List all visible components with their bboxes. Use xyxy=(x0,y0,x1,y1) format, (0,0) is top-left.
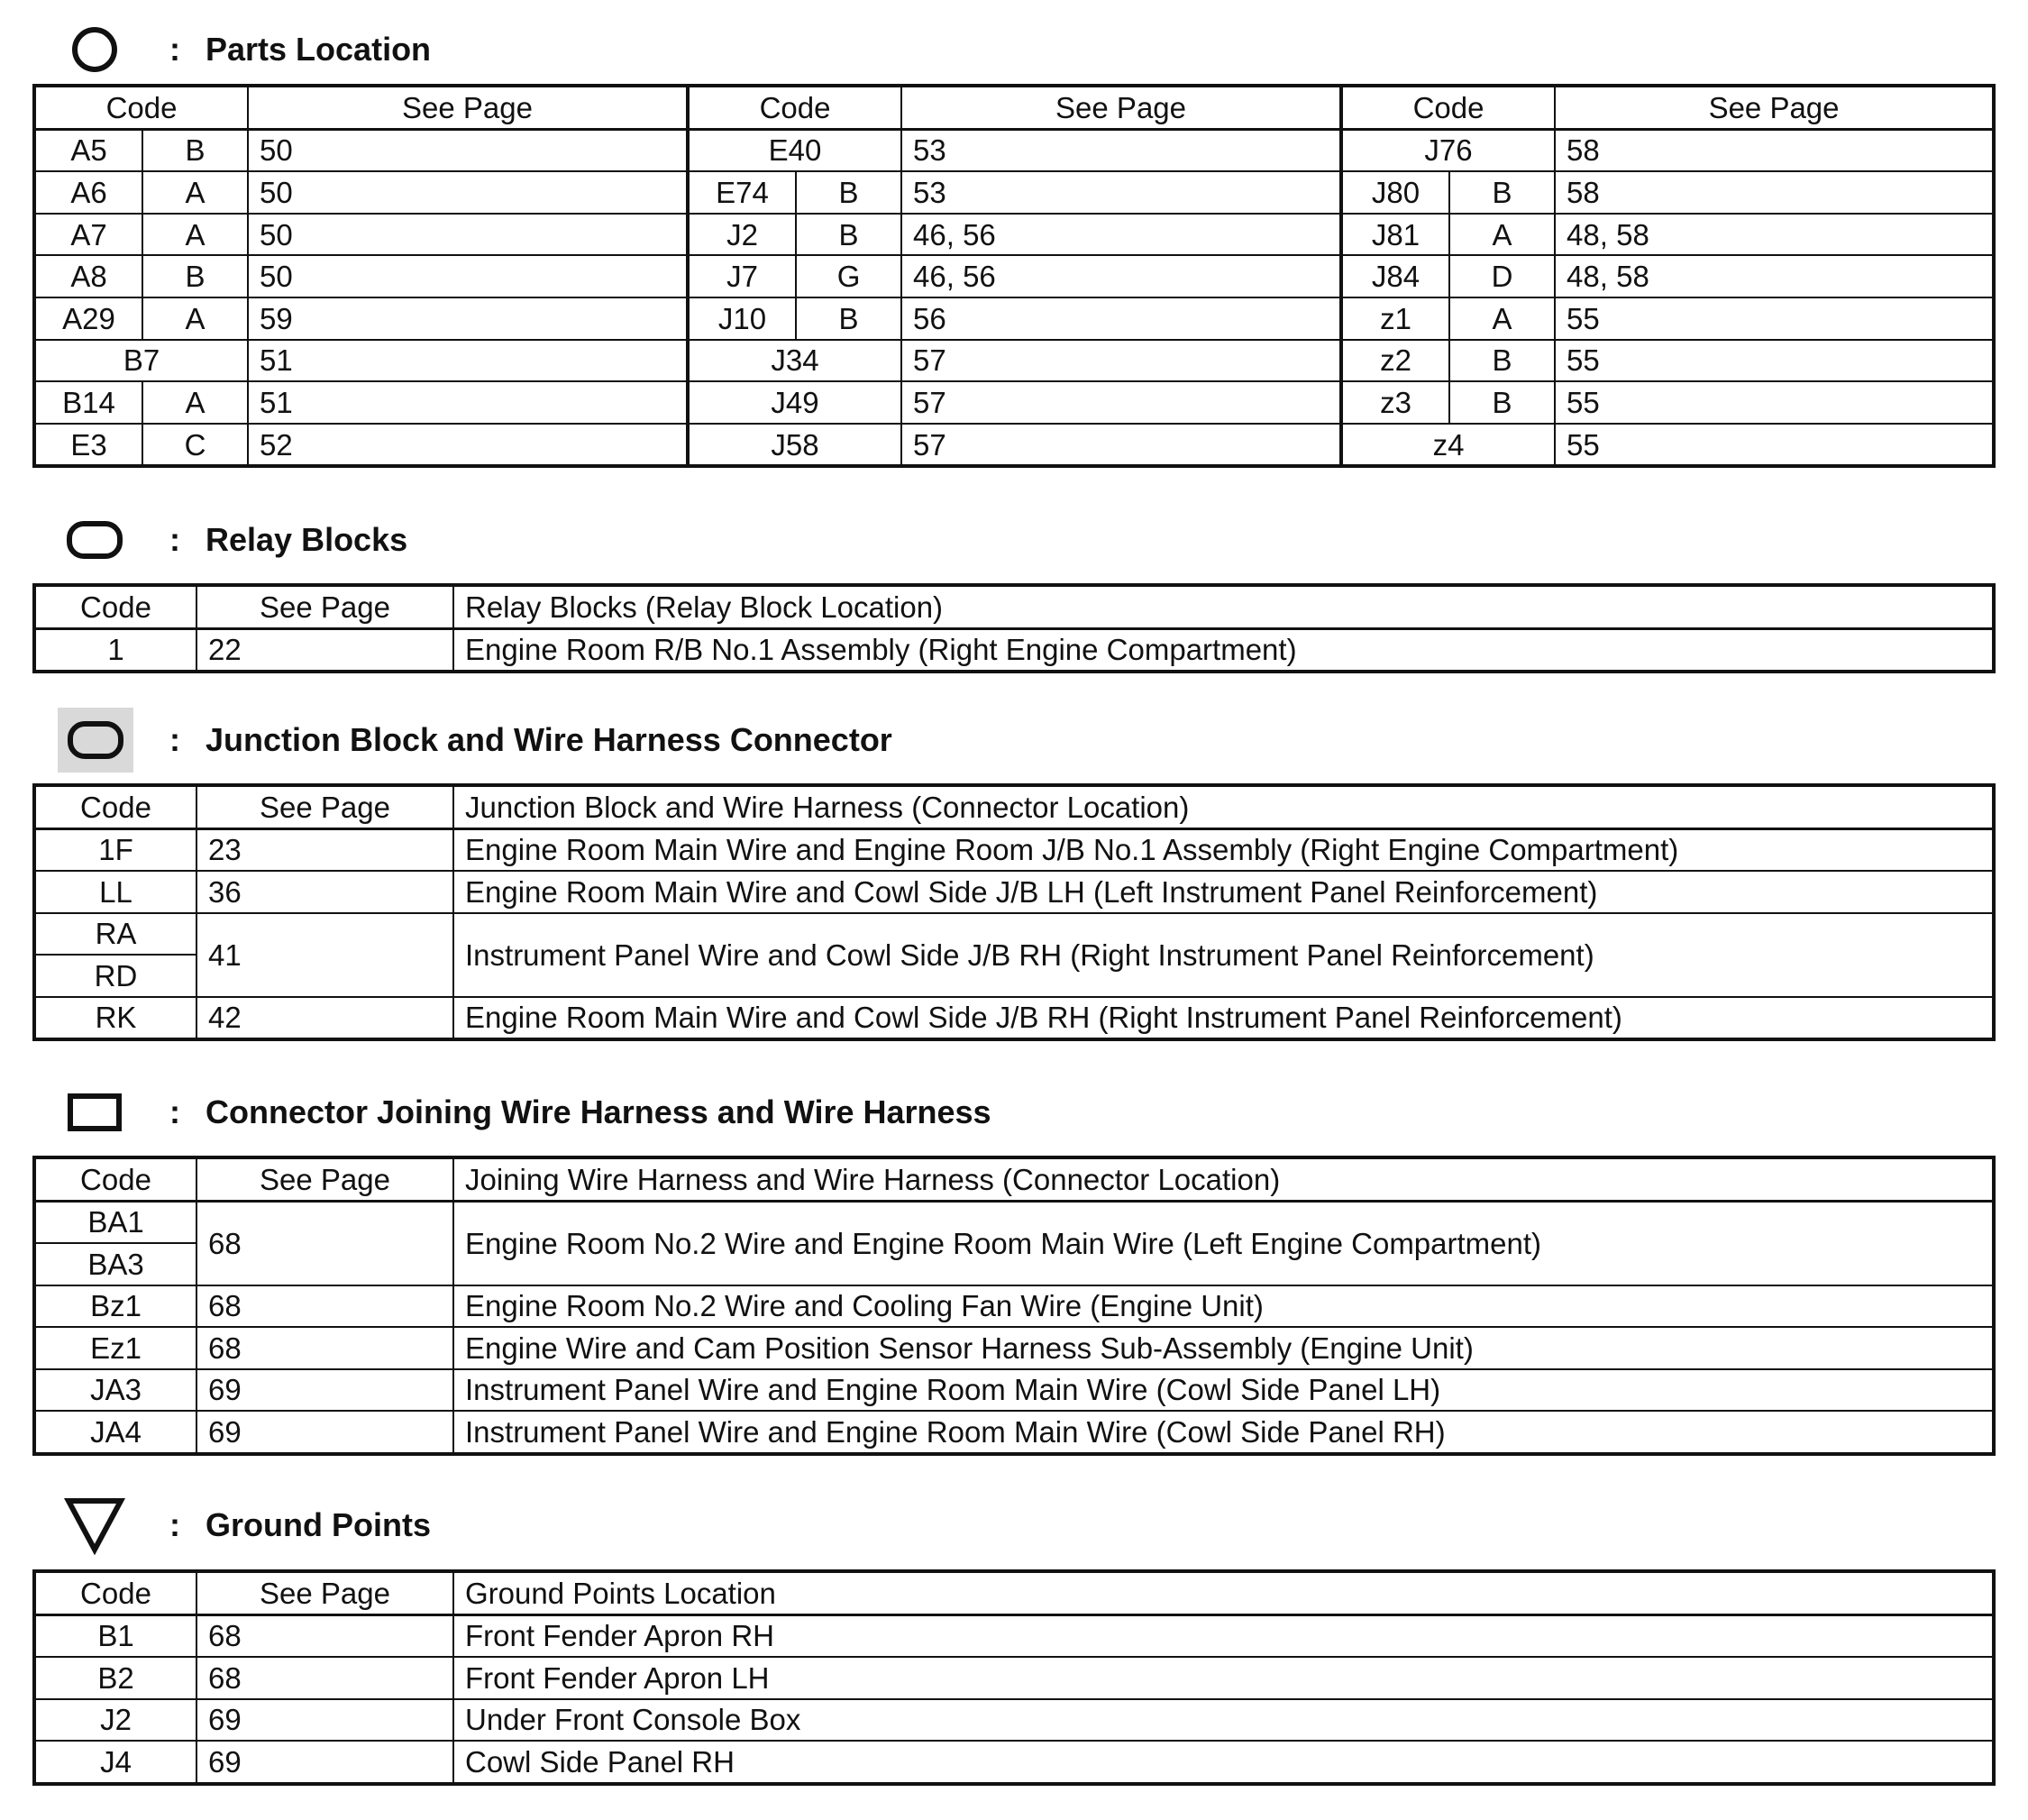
page-cell: 69 xyxy=(196,1369,453,1412)
sub-code-cell: B xyxy=(1449,171,1555,214)
sub-code-cell: G xyxy=(796,255,901,297)
header-code: Code xyxy=(34,1157,196,1201)
code-cell: RK xyxy=(34,997,196,1040)
page-cell: 55 xyxy=(1555,424,1994,467)
page-cell: 50 xyxy=(248,214,688,256)
code-cell: BA3 xyxy=(34,1243,196,1285)
header-code: Code xyxy=(34,86,248,129)
page-cell: 57 xyxy=(901,424,1341,467)
description-cell: Engine Room No.2 Wire and Engine Room Main Wire (Left Engine Compartment) xyxy=(453,1201,1994,1285)
code-cell: z3 xyxy=(1341,381,1449,424)
page-cell: 53 xyxy=(901,129,1341,171)
header-location: Junction Block and Wire Harness (Connector Location) xyxy=(453,785,1994,828)
table-row xyxy=(34,424,1994,467)
code-cell: J76 xyxy=(1341,129,1555,171)
description-cell: Engine Room Main Wire and Engine Room J/B No.1 Assembly (Right Engine Compartment) xyxy=(453,828,1994,871)
table-row xyxy=(34,913,1994,956)
table-row xyxy=(34,1201,1994,1243)
description-cell: Instrument Panel Wire and Engine Room Main Wire (Cowl Side Panel LH) xyxy=(453,1369,1994,1412)
description-cell: Engine Room R/B No.1 Assembly (Right Engine Compartment) xyxy=(453,628,1994,672)
shaded-rounded-rect-icon xyxy=(58,708,133,773)
code-cell: A8 xyxy=(34,255,142,297)
sub-code-cell: A xyxy=(142,297,248,340)
sub-code-cell: D xyxy=(1449,255,1555,297)
ground-colon: : xyxy=(169,1506,180,1543)
page-cell: 56 xyxy=(901,297,1341,340)
sub-code-cell: A xyxy=(142,171,248,214)
code-cell: J7 xyxy=(688,255,796,297)
code-cell: J2 xyxy=(34,1699,196,1742)
code-cell: z2 xyxy=(1341,340,1449,382)
code-cell: A7 xyxy=(34,214,142,256)
header-code: Code xyxy=(34,585,196,628)
parts-location-table xyxy=(32,84,1996,468)
table-row xyxy=(34,171,1994,214)
code-cell: A29 xyxy=(34,297,142,340)
page-cell: 68 xyxy=(196,1614,453,1657)
header-code: Code xyxy=(34,1571,196,1614)
table-row xyxy=(34,997,1994,1040)
header-see-page: See Page xyxy=(196,1157,453,1201)
page-cell: 69 xyxy=(196,1741,453,1784)
junction-block-heading xyxy=(63,711,892,769)
code-cell: J80 xyxy=(1341,171,1449,214)
description-cell: Instrument Panel Wire and Cowl Side J/B RH (Right Instrument Panel Reinforcement) xyxy=(453,913,1994,997)
page-cell: 69 xyxy=(196,1699,453,1742)
page-cell: 50 xyxy=(248,171,688,214)
header-see-page: See Page xyxy=(1555,86,1994,129)
code-cell: RA xyxy=(34,913,196,956)
page-cell: 68 xyxy=(196,1657,453,1699)
page-cell: 57 xyxy=(901,381,1341,424)
header-location: Ground Points Location xyxy=(453,1571,1994,1614)
header-see-page: See Page xyxy=(196,585,453,628)
code-cell: J58 xyxy=(688,424,901,467)
junction-block-title: Junction Block and Wire Harness Connector xyxy=(206,721,892,758)
page-cell: 36 xyxy=(196,871,453,913)
table-row xyxy=(34,871,1994,913)
junction-colon: : xyxy=(169,721,180,758)
code-cell: JA4 xyxy=(34,1411,196,1454)
code-cell: Bz1 xyxy=(34,1285,196,1328)
table-row xyxy=(34,129,1994,171)
table-row xyxy=(34,1741,1994,1784)
table-row xyxy=(34,340,1994,382)
page-cell: 69 xyxy=(196,1411,453,1454)
code-cell: 1 xyxy=(34,628,196,672)
table-row xyxy=(34,381,1994,424)
page-cell: 58 xyxy=(1555,129,1994,171)
page-cell: 68 xyxy=(196,1327,453,1369)
table-row xyxy=(34,1369,1994,1412)
table-row xyxy=(34,628,1994,672)
connector-joining-heading xyxy=(63,1084,991,1141)
header-code: Code xyxy=(34,785,196,828)
description-cell: Engine Room No.2 Wire and Cooling Fan Wire (Engine Unit) xyxy=(453,1285,1994,1328)
code-cell: A5 xyxy=(34,129,142,171)
table-row xyxy=(34,297,1994,340)
code-cell: LL xyxy=(34,871,196,913)
sub-code-cell: B xyxy=(142,129,248,171)
page-cell: 58 xyxy=(1555,171,1994,214)
page-cell: 52 xyxy=(248,424,688,467)
description-cell: Cowl Side Panel RH xyxy=(453,1741,1994,1784)
parts-location-heading xyxy=(63,21,431,78)
header-code: Code xyxy=(688,86,901,129)
ground-points-heading xyxy=(63,1496,431,1554)
page-cell: 42 xyxy=(196,997,453,1040)
relay-blocks-heading xyxy=(63,511,407,569)
table-row xyxy=(34,828,1994,871)
table-row xyxy=(34,1699,1994,1742)
page-cell: 53 xyxy=(901,171,1341,214)
header-see-page: See Page xyxy=(901,86,1341,129)
sub-code-cell: A xyxy=(142,381,248,424)
page-cell: 22 xyxy=(196,628,453,672)
page-cell: 57 xyxy=(901,340,1341,382)
page-cell: 59 xyxy=(248,297,688,340)
parts-location-title: Parts Location xyxy=(206,31,432,68)
table-row xyxy=(34,1285,1994,1328)
connector-joining-table xyxy=(32,1156,1996,1456)
code-cell: J2 xyxy=(688,214,796,256)
code-cell: Ez1 xyxy=(34,1327,196,1369)
sub-code-cell: C xyxy=(142,424,248,467)
code-cell: BA1 xyxy=(34,1201,196,1243)
page-cell: 48, 58 xyxy=(1555,214,1994,256)
sub-code-cell: B xyxy=(142,255,248,297)
code-cell: J84 xyxy=(1341,255,1449,297)
header-location: Relay Blocks (Relay Block Location) xyxy=(453,585,1994,628)
joining-colon: : xyxy=(169,1093,180,1130)
page-cell: 51 xyxy=(248,381,688,424)
page-cell: 50 xyxy=(248,129,688,171)
table-row xyxy=(34,1327,1994,1369)
sub-code-cell: A xyxy=(1449,214,1555,256)
page-cell: 50 xyxy=(248,255,688,297)
circle-icon xyxy=(63,21,126,78)
page-cell: 55 xyxy=(1555,340,1994,382)
page-cell: 51 xyxy=(248,340,688,382)
relay-colon: : xyxy=(169,521,180,558)
description-cell: Front Fender Apron RH xyxy=(453,1614,1994,1657)
description-cell: Engine Wire and Cam Position Sensor Harness Sub-Assembly (Engine Unit) xyxy=(453,1327,1994,1369)
page-cell: 55 xyxy=(1555,381,1994,424)
rectangle-icon xyxy=(63,1084,126,1141)
header-location: Joining Wire Harness and Wire Harness (Connector Location) xyxy=(453,1157,1994,1201)
page-cell: 55 xyxy=(1555,297,1994,340)
description-cell: Engine Room Main Wire and Cowl Side J/B RH (Right Instrument Panel Reinforcement) xyxy=(453,997,1994,1040)
code-cell: B14 xyxy=(34,381,142,424)
code-cell: B2 xyxy=(34,1657,196,1699)
page-cell: 68 xyxy=(196,1285,453,1328)
description-cell: Instrument Panel Wire and Engine Room Main Wire (Cowl Side Panel RH) xyxy=(453,1411,1994,1454)
description-cell: Engine Room Main Wire and Cowl Side J/B LH (Left Instrument Panel Reinforcement) xyxy=(453,871,1994,913)
description-cell: Front Fender Apron LH xyxy=(453,1657,1994,1699)
parts-colon: : xyxy=(169,31,180,68)
page-cell: 68 xyxy=(196,1201,453,1285)
header-see-page: See Page xyxy=(196,785,453,828)
table-header-row xyxy=(34,1157,1994,1201)
relay-blocks-title: Relay Blocks xyxy=(206,521,408,558)
code-cell: z4 xyxy=(1341,424,1555,467)
sub-code-cell: A xyxy=(1449,297,1555,340)
relay-blocks-table xyxy=(32,583,1996,673)
triangle-down-icon xyxy=(63,1493,126,1558)
sub-code-cell: B xyxy=(796,214,901,256)
table-row xyxy=(34,214,1994,256)
page-cell: 41 xyxy=(196,913,453,997)
page-cell: 48, 58 xyxy=(1555,255,1994,297)
page-cell: 46, 56 xyxy=(901,214,1341,256)
code-cell: z1 xyxy=(1341,297,1449,340)
code-cell: E74 xyxy=(688,171,796,214)
table-row xyxy=(34,255,1994,297)
code-cell: J4 xyxy=(34,1741,196,1784)
code-cell: E40 xyxy=(688,129,901,171)
code-cell: A6 xyxy=(34,171,142,214)
header-code: Code xyxy=(1341,86,1555,129)
table-header-row xyxy=(34,86,1994,129)
sub-code-cell: B xyxy=(796,297,901,340)
code-cell: B7 xyxy=(34,340,248,382)
code-cell: 1F xyxy=(34,828,196,871)
code-cell: J10 xyxy=(688,297,796,340)
description-cell: Under Front Console Box xyxy=(453,1699,1994,1742)
table-header-row xyxy=(34,785,1994,828)
table-row xyxy=(34,1411,1994,1454)
code-cell: JA3 xyxy=(34,1369,196,1412)
table-header-row xyxy=(34,585,1994,628)
table-header-row xyxy=(34,1571,1994,1614)
code-cell: J34 xyxy=(688,340,901,382)
sub-code-cell: A xyxy=(142,214,248,256)
sub-code-cell: B xyxy=(1449,381,1555,424)
code-cell: E3 xyxy=(34,424,142,467)
table-row xyxy=(34,1657,1994,1699)
table-row xyxy=(34,1614,1994,1657)
ground-points-title: Ground Points xyxy=(206,1506,431,1543)
sub-code-cell: B xyxy=(796,171,901,214)
page-cell: 23 xyxy=(196,828,453,871)
header-see-page: See Page xyxy=(196,1571,453,1614)
code-cell: J81 xyxy=(1341,214,1449,256)
page-cell: 46, 56 xyxy=(901,255,1341,297)
connector-joining-title: Connector Joining Wire Harness and Wire Harness xyxy=(206,1093,991,1130)
ground-points-table xyxy=(32,1569,1996,1786)
header-see-page: See Page xyxy=(248,86,688,129)
code-cell: RD xyxy=(34,955,196,997)
junction-block-table xyxy=(32,783,1996,1041)
code-cell: J49 xyxy=(688,381,901,424)
code-cell: B1 xyxy=(34,1614,196,1657)
sub-code-cell: B xyxy=(1449,340,1555,382)
rounded-rect-icon xyxy=(63,511,126,569)
